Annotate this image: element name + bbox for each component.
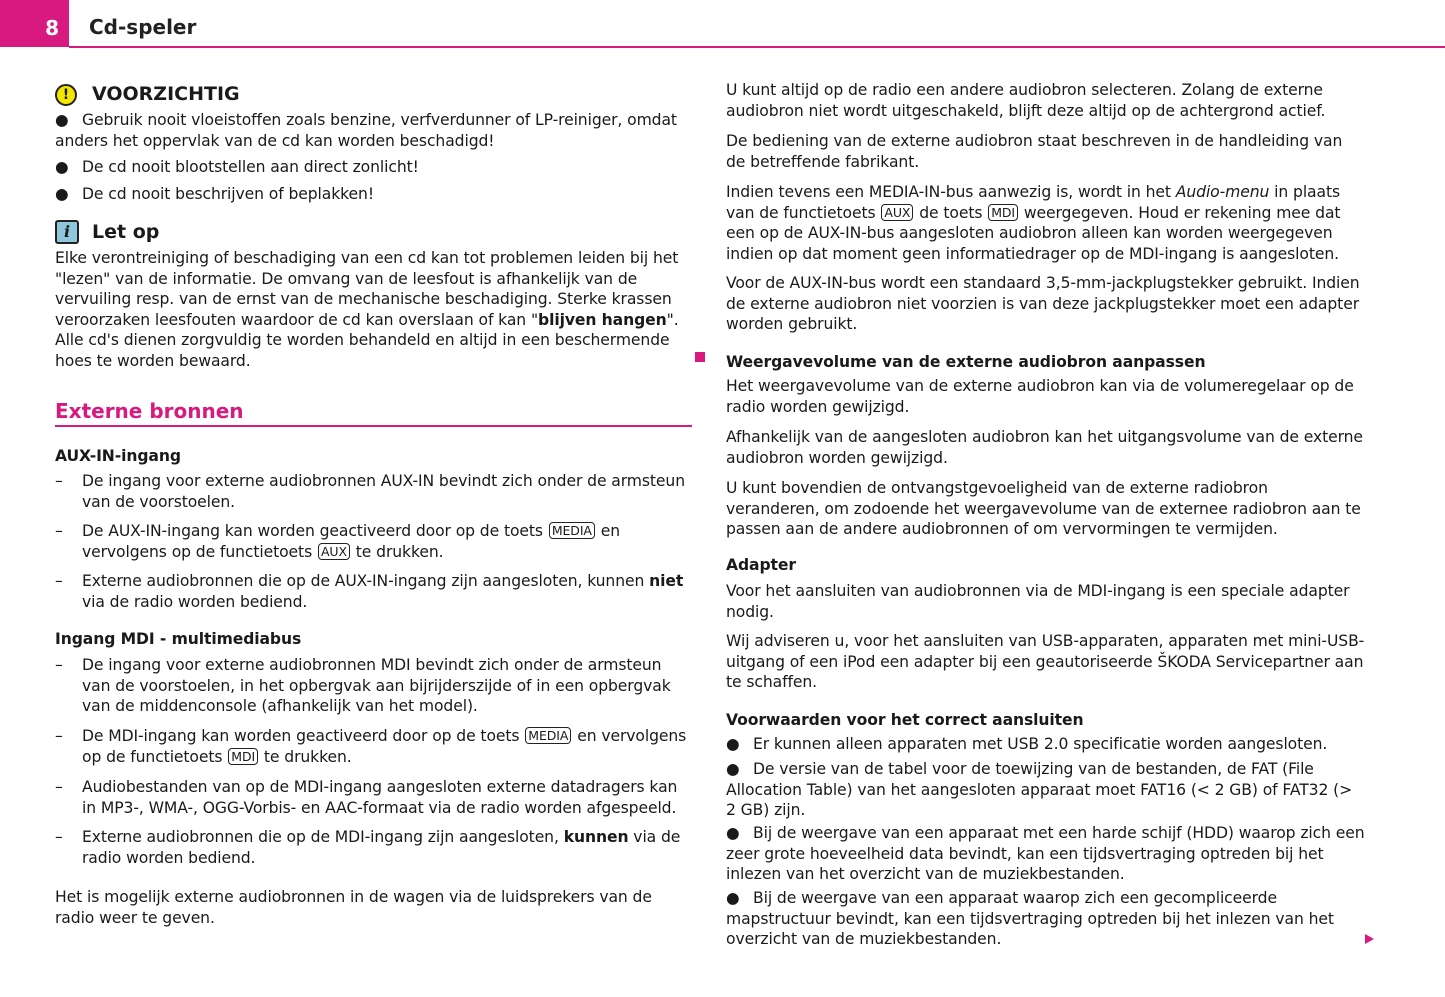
page-number: 8: [0, 0, 69, 47]
aux-item: – De ingang voor externe audiobronnen AUX-IN bevindt zich onder de armsteun van de voorstoelen.: [55, 472, 685, 511]
mdi-key: MDI: [988, 204, 1018, 221]
mdi-item: – Externe audiobronnen die op de MDI-ingang zijn aangesloten, kunnen via de radio worden bediend.: [55, 828, 681, 867]
aux-item: – De AUX-IN-ingang kan worden geactiveerd door op de toets MEDIA en vervolgens op de functietoets AUX te drukken.: [55, 522, 620, 561]
caution-item: ● De cd nooit beschrijven of beplakken!: [55, 185, 374, 203]
header-divider: [69, 46, 1445, 48]
aux-key: AUX: [318, 543, 350, 560]
paragraph: Wij adviseren u, voor het aansluiten van USB-apparaten, apparaten met mini-USB-uitgang of een iPod een adapter bij een geautoriseerde ŠKODA Servicepartner aan te schaffen.: [726, 632, 1365, 692]
media-key: MEDIA: [525, 727, 571, 744]
mdi-item: – De MDI-ingang kan worden geactiveerd door op de toets MEDIA en vervolgens op de functietoets MDI te drukken.: [55, 727, 687, 766]
caution-title: VOORZICHTIG: [92, 83, 240, 105]
conditions-heading: Voorwaarden voor het correct aansluiten: [726, 711, 1084, 729]
volume-heading: Weergavevolume van de externe audiobron aanpassen: [726, 353, 1206, 371]
caution-item: ● Gebruik nooit vloeistoffen zoals benzine, verfverdunner of LP-reiniger, omdat anders het oppervlak van de cd kan worden beschadigd!: [55, 111, 677, 150]
mdi-heading: Ingang MDI - multimediabus: [55, 630, 302, 648]
continue-arrow-icon: [1365, 934, 1374, 944]
aux-key: AUX: [881, 204, 913, 221]
condition-item: ● Er kunnen alleen apparaten met USB 2.0 specificatie worden aangesloten.: [726, 735, 1328, 753]
paragraph: Het weergavevolume van de externe audiobron kan via de volumeregelaar op de radio worden gewijzigd.: [726, 377, 1354, 416]
condition-item: ● Bij de weergave van een apparaat met een harde schijf (HDD) waarop zich een zeer grote hoeveelheid data bevindt, kan een tijdsvertraging optreden bij het inlezen van het overzicht van de muziekbestanden.: [726, 824, 1365, 884]
adapter-heading: Adapter: [726, 556, 796, 574]
paragraph: De bediening van de externe audiobron staat beschreven in de handleiding van de betreffende fabrikant.: [726, 132, 1343, 171]
paragraph: U kunt bovendien de ontvangstgevoeligheid van de externe radiobron veranderen, om zodoende het weergavevolume van de externee radiobron aan te passen aan de andere audiobronnen of om vervormingen te vermijden.: [726, 479, 1361, 539]
section-end-marker-icon: [695, 352, 705, 362]
note-title: Let op: [92, 221, 160, 243]
caution-item: ● De cd nooit blootstellen aan direct zonlicht!: [55, 158, 419, 176]
section-divider: [55, 425, 692, 427]
paragraph: U kunt altijd op de radio een andere audiobron selecteren. Zolang de externe audiobron niet wordt uitgeschakeld, blijft deze altijd op de achtergrond actief.: [726, 81, 1326, 120]
note-text: Elke verontreiniging of beschadiging van een cd kan tot problemen leiden bij het "lezen" van de informatie. De omvang van de leesfout is afhankelijk van de vervuiling resp. van de ernst van de mechanische beschadiging. Sterke krassen veroorzaken leesfouten waardoor de cd kan overslaan of kan "blijven hangen". Alle cd's dienen zorgvuldig te worden behandeld en altijd in een beschermende hoes te worden bewaard.: [55, 249, 679, 370]
mdi-item: – Audiobestanden van op de MDI-ingang aangesloten externe datadragers kan in MP3-, WMA-, OGG-Vorbis- en AAC-formaat via de radio worden afgespeeld.: [55, 778, 678, 817]
paragraph: Afhankelijk van de aangesloten audiobron kan het uitgangsvolume van de externe audiobron worden gewijzigd.: [726, 428, 1363, 467]
paragraph: Indien tevens een MEDIA-IN-bus aanwezig is, wordt in het Audio-menu in plaats van de functietoets AUX de toets MDI weergegeven. Houd er rekening mee dat een op de AUX-IN-bus aangesloten audiobron alleen kan worden weergegeven indien op dat moment geen informatiedrager op de MDI-ingang is aangesloten.: [726, 183, 1341, 263]
aux-heading: AUX-IN-ingang: [55, 447, 181, 465]
condition-item: ● De versie van de tabel voor de toewijzing van de bestanden, de FAT (File Allocation Table) van het aangesloten apparaat moet FAT16 (< 2 GB) of FAT32 (> 2 GB) zijn.: [726, 760, 1353, 820]
warning-icon: !: [55, 84, 77, 106]
condition-item: ● Bij de weergave van een apparaat waarop zich een gecompliceerde mapstructuur bevindt, kan een tijdsvertraging optreden bij het inlezen van het overzicht van de muziekbestanden.: [726, 889, 1334, 949]
left-final-paragraph: Het is mogelijk externe audiobronnen in de wagen via de luidsprekers van de radio weer te geven.: [55, 888, 652, 927]
mdi-key: MDI: [228, 748, 258, 765]
paragraph: Voor de AUX-IN-bus wordt een standaard 3,5-mm-jackplugstekker gebruikt. Indien de externe audiobron niet voorzien is van deze jackplugstekker moet een adapter worden gebruikt.: [726, 274, 1360, 334]
section-title: Externe bronnen: [55, 399, 244, 423]
paragraph: Voor het aansluiten van audiobronnen via de MDI-ingang is een speciale adapter nodig.: [726, 582, 1350, 621]
info-icon: i: [55, 220, 79, 244]
mdi-item: – De ingang voor externe audiobronnen MDI bevindt zich onder de armsteun van de voorstoelen, in het opbergvak aan bijrijderszijde of in een opbergvak van de middenconsole (afhankelijk van het model).: [55, 656, 671, 716]
chapter-title: Cd-speler: [89, 15, 197, 39]
aux-item: – Externe audiobronnen die op de AUX-IN-ingang zijn aangesloten, kunnen niet via de radio worden bediend.: [55, 572, 684, 611]
media-key: MEDIA: [549, 522, 595, 539]
